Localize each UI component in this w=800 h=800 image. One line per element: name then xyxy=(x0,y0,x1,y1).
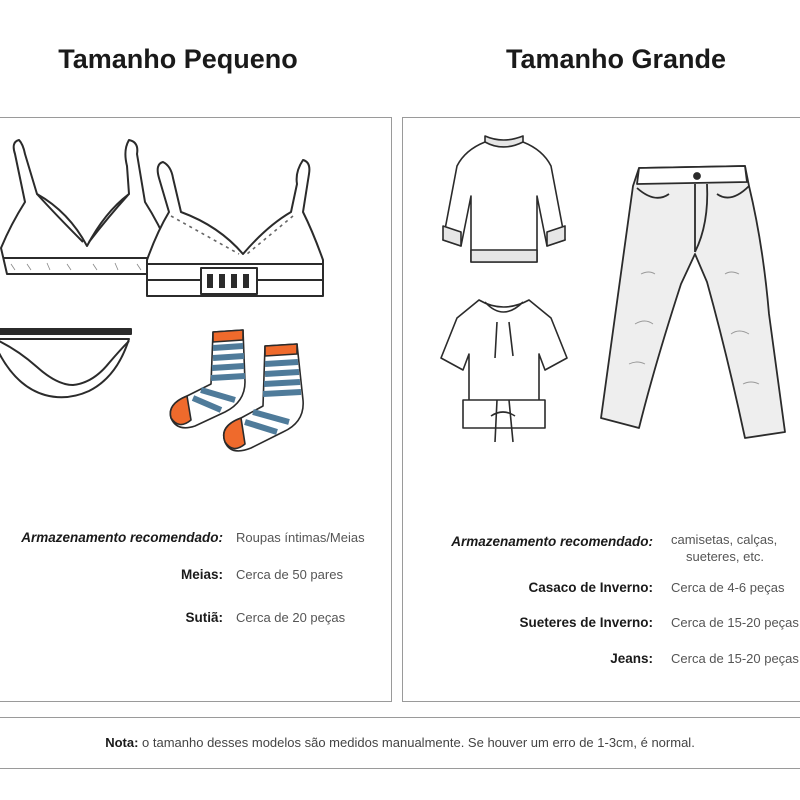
socks-value: Cerca de 50 pares xyxy=(236,567,343,582)
jeans-label: Jeans: xyxy=(610,651,653,666)
jeans-illustration xyxy=(599,164,789,442)
small-size-heading: Tamanho Pequeno xyxy=(58,44,298,74)
bra-hook-illustration xyxy=(143,156,328,304)
winter-coat-value: Cerca de 4-6 peças xyxy=(671,580,785,595)
socks-label: Meias: xyxy=(180,567,223,582)
large-size-panel xyxy=(402,117,800,702)
note-label: Nota: xyxy=(105,735,139,750)
small-size-panel xyxy=(0,117,392,702)
sweater-illustration xyxy=(439,130,569,274)
winter-sweater-label: Sueteres de Inverno: xyxy=(519,615,653,630)
panties-illustration xyxy=(0,325,132,405)
large-size-heading: Tamanho Grande xyxy=(505,44,727,74)
small-recommended-value: Roupas íntimas/Meias xyxy=(236,530,365,545)
blouse-illustration xyxy=(439,296,569,446)
small-recommended-label: Armazenamento recomendado: xyxy=(21,530,223,545)
jeans-value: Cerca de 15-20 peças xyxy=(671,651,799,666)
winter-sweater-value: Cerca de 15-20 peças xyxy=(671,615,799,630)
large-recommended-value-line2: sueteres, etc. xyxy=(686,549,765,564)
winter-coat-label: Casaco de Inverno: xyxy=(528,580,653,595)
bra-label: Sutiã: xyxy=(185,610,223,625)
measurement-note xyxy=(0,735,800,750)
large-recommended-label: Armazenamento recomendado: xyxy=(451,534,653,549)
bra-value: Cerca de 20 peças xyxy=(236,610,346,625)
large-recommended-value-line1: camisetas, calças, xyxy=(671,532,778,547)
socks-illustration xyxy=(165,326,315,466)
note-text: o tamanho desses modelos são medidos manualmente. Se houver um erro de 1-3cm, é normal. xyxy=(138,735,695,750)
